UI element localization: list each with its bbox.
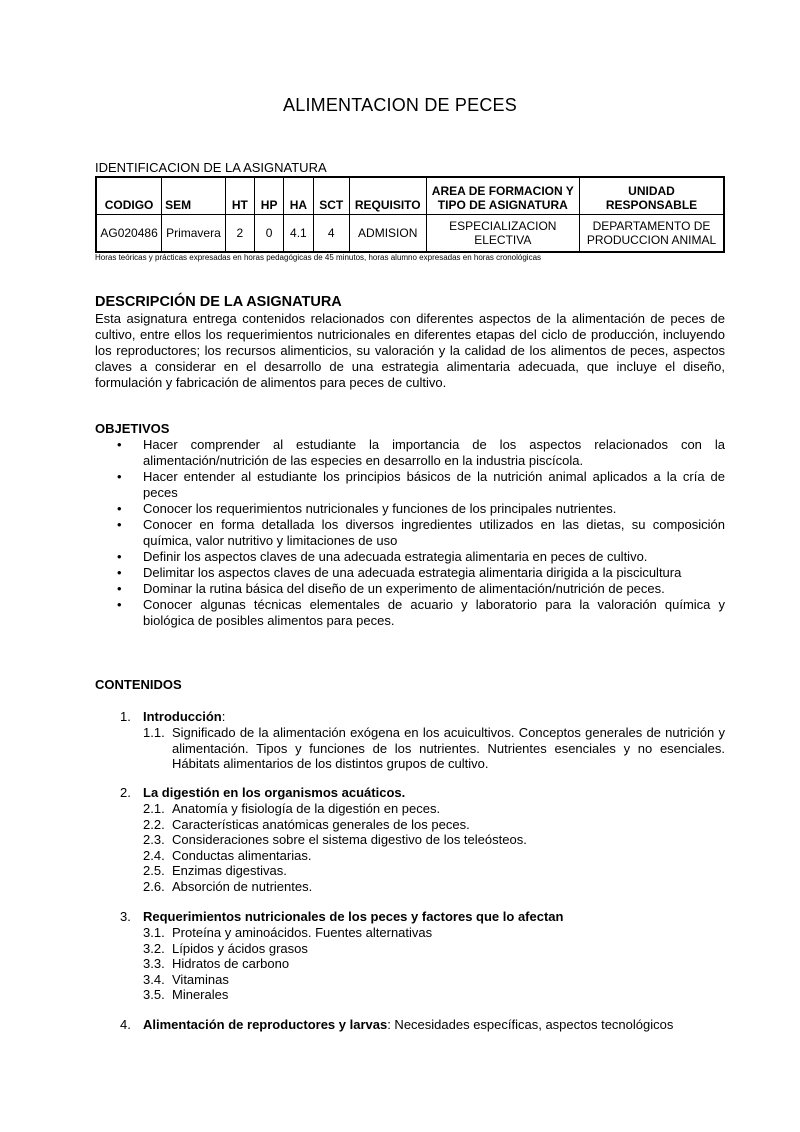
header-hp: HP (254, 177, 283, 215)
page-title: ALIMENTACION DE PECES (283, 95, 517, 115)
list-item: • Hacer comprender al estudiante la importancia de los aspectos relacionados con la alimentación/nutrición de las especies en desarrollo en la industria piscícola. (117, 437, 725, 468)
cell-codigo: AG020486 (96, 215, 162, 253)
header-unidad: UNIDAD RESPONSABLE (580, 177, 724, 215)
cell-requisito: ADMISION (349, 215, 426, 253)
section-title: 2. La digestión en los organismos acuáticos. (120, 785, 406, 800)
bullet-icon: • (117, 469, 122, 484)
header-sem: SEM (162, 177, 226, 215)
list-item: • Delimitar los aspectos claves de una adecuada estrategia alimentaria dirigida a la piscicultura (117, 565, 682, 580)
hours-note: Horas teóricas y prácticas expresadas en horas pedagógicas de 45 minutos, horas alumno expresadas en horas cronológicas (95, 253, 542, 262)
subsection-item: 2.5. Enzimas digestivas. (143, 863, 287, 878)
header-area: AREA DE FORMACION Y TIPO DE ASIGNATURA (426, 177, 579, 215)
subsection-item: 3.2. Lípidos y ácidos grasos (143, 940, 308, 956)
header-ht: HT (225, 177, 254, 215)
subsection-item: 2.2. Características anatómicas generales de los peces. (143, 816, 470, 832)
subsection-item: 3.5. Minerales (143, 987, 229, 1002)
cell-unidad: DEPARTAMENTO DE PRODUCCION ANIMAL (580, 215, 724, 253)
list-item: • Conocer algunas técnicas elementales de acuario y laboratorio para la valoración química y biológica de posibles alimentos para peces. (117, 597, 725, 628)
bullet-icon: • (117, 437, 122, 452)
subsection-item: 3.3. Hidratos de carbono (143, 956, 290, 971)
subsection-item: 3.4. Vitaminas (143, 971, 229, 987)
list-item: • Conocer en forma detallada los diversos ingredientes utilizados en las dietas, su composición química, valor nutritivo y limitaciones de uso (117, 517, 725, 548)
contents-heading: CONTENIDOS (95, 677, 182, 692)
cell-sct: 4 (313, 215, 349, 253)
content-section-1 (95, 709, 725, 772)
description-heading: DESCRIPCIÓN DE LA ASIGNATURA (95, 294, 342, 310)
section-title: 3. Requerimientos nutricionales de los peces y factores que lo afectan (120, 909, 564, 924)
cell-area: ESPECIALIZACION ELECTIVA (426, 215, 579, 253)
section-title: 1. Introducción: (120, 709, 226, 724)
subsection-item: 2.4. Conductas alimentarias. (143, 847, 312, 863)
bullet-icon: • (117, 581, 122, 596)
bullet-icon: • (117, 501, 122, 516)
list-item: • Dominar la rutina básica del diseño de un experimento de alimentación/nutrición de peces. (117, 581, 665, 596)
cell-sem: Primavera (162, 215, 226, 253)
bullet-icon: • (117, 517, 122, 532)
bullet-icon: • (117, 565, 122, 580)
content-section-4 (95, 1017, 725, 1033)
header-ha: HA (284, 177, 313, 215)
list-item: • Conocer los requerimientos nutricionales y funciones de los principales nutrientes. (117, 501, 617, 516)
list-item: • Definir los aspectos claves de una adecuada estrategia alimentaria en peces de cultivo. (117, 549, 648, 564)
list-item: • Hacer entender al estudiante los principios básicos de la nutrición animal aplicados a la cría de peces (117, 469, 725, 500)
header-sct: SCT (313, 177, 349, 215)
header-codigo: CODIGO (96, 177, 162, 215)
section-title: 4. Alimentación de reproductores y larvas: Necesidades específicas, aspectos tecnológicos (120, 1017, 674, 1032)
cell-hp: 0 (254, 215, 283, 253)
subsection-item: 2.1. Anatomía y fisiología de la digestión en peces. (143, 801, 441, 816)
cell-ht: 2 (225, 215, 254, 253)
bullet-icon: • (117, 549, 122, 564)
content-section-3 (95, 909, 725, 1003)
subsection-item: 1.1. Significado de la alimentación exógena en los acuicultivos. Conceptos generales de nutrición y alimentación. Tipos y funciones de los nutrientes. Nutrientes esenciales y no esenciales. Hábitats alimentarios de los distintos grupos de cultivo. (143, 725, 725, 771)
cell-ha: 4.1 (284, 215, 313, 253)
subsection-item: 3.1. Proteína y aminoácidos. Fuentes alternativas (143, 925, 433, 940)
header-requisito: REQUISITO (349, 177, 426, 215)
table-row (96, 215, 724, 253)
subsection-item: 2.3. Consideraciones sobre el sistema digestivo de los teleósteos. (143, 832, 527, 847)
objectives-heading: OBJETIVOS (95, 421, 170, 436)
bullet-icon: • (117, 597, 122, 612)
table-header-row (96, 177, 724, 215)
content-section-2 (95, 785, 725, 894)
subsection-item: 2.6. Absorción de nutrientes. (143, 878, 313, 894)
description-text: Esta asignatura entrega contenidos relacionados con diferentes aspectos de la alimentación de peces de cultivo, entre ellos los requerimientos nutricionales en diferentes etapas del ciclo de producción, incluyendo los reproductores; los recursos alimenticios, su valoración y la calidad de los alimentos de peces, aspectos claves a considerar en el desarrollo de una estrategia alimentaria adecuada, que incluye el diseño, formulación y fabricación de alimentos para peces de cultivo. (95, 311, 725, 390)
identification-table (95, 176, 725, 253)
objectives-list (95, 437, 725, 629)
identification-label: IDENTIFICACION DE LA ASIGNATURA (95, 160, 327, 175)
